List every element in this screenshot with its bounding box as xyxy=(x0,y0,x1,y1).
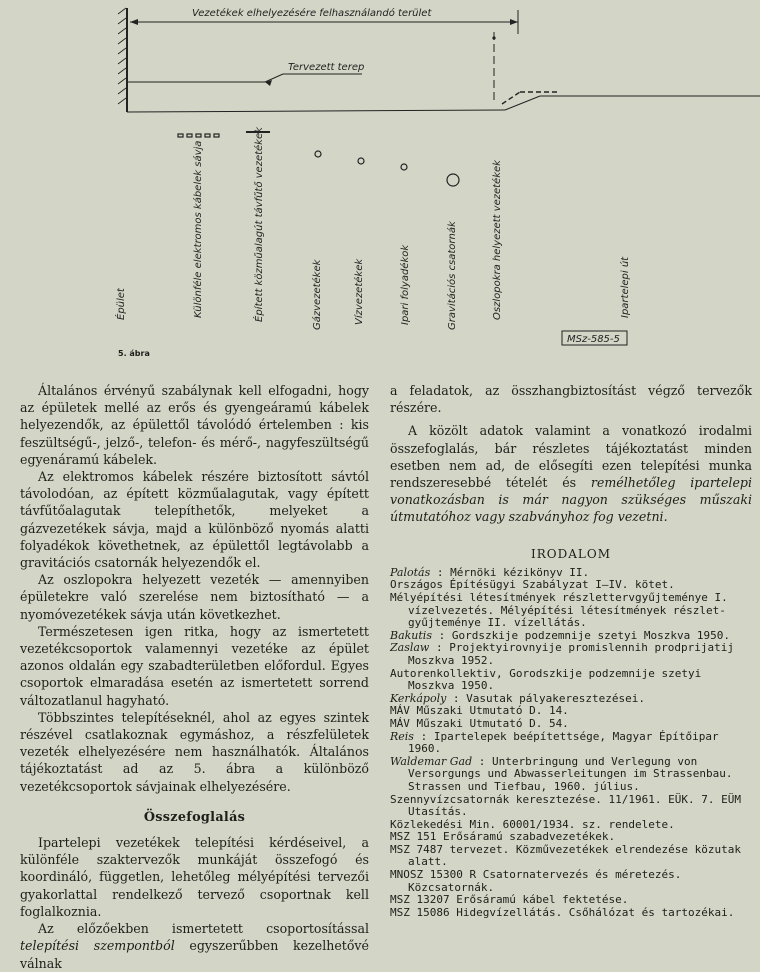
bibliography-text: : Vasutak pályakeresztezései. xyxy=(446,691,645,705)
paragraph: Az oszlopokra helyezett vezeték — amennyiben épületekre való szerelése nem biztosítható — a nyomóvezetékek sávja után következhet. xyxy=(20,572,369,622)
bibliography-author: Reis xyxy=(390,729,414,743)
label-industrial-road: Ipartelepi út xyxy=(620,256,631,318)
bibliography-text: MÁV Műszaki Utmutató D. 14. xyxy=(390,704,569,718)
bibliography-author: Kerkápoly xyxy=(390,691,447,705)
left-column xyxy=(20,382,369,972)
bibliography-item xyxy=(390,907,752,920)
bibliography-text: : Unterbringung und Verlegung von Versorgungs und Abwasserleitungen im Strassenbau. Strassen und Tiefbau, 1960. július. xyxy=(408,754,733,793)
paragraph: Ipartelepi vezetékek telepítési kérdéseivel, a különféle szaktervezők munkáját összefogó és koordináló, független, lehetőleg mélyépítési tervezői gyakorlattal rendelkező tervező csoportnak kell foglalkoznia. xyxy=(20,835,369,919)
bibliography-item xyxy=(390,668,752,693)
bibliography-item xyxy=(390,794,752,819)
label-cables: Különféle elektromos kábelek sávja xyxy=(193,140,204,318)
bibliography-text: MSZ 7487 tervezet. Közművezetékek elrendezése közutak alatt. xyxy=(390,842,741,869)
paragraph: a feladatok, az összhangbiztosítást végző tervezők részére. xyxy=(390,383,752,416)
bibliography-text: : Ipartelepek beépítettsége, Magyar Építőipar 1960. xyxy=(408,729,719,756)
bibliography-title: IRODALOM xyxy=(531,546,611,561)
right-column xyxy=(390,382,752,919)
label-tunnel: Épített közműalagút távfűtő vezetékek xyxy=(254,127,265,322)
bibliography-text: MSZ 151 Erősáramú szabadvezetékek. xyxy=(390,830,616,844)
figure-5 xyxy=(0,0,760,370)
bibliography-text: MSZ 13207 Erősáramú kábel fektetése. xyxy=(390,893,629,907)
cross-section-diagram xyxy=(0,0,760,370)
figure-stamp: MSz-585-5 xyxy=(567,334,620,345)
paragraph: Általános érvényű szabálynak kell elfogadni, hogy az épületek mellé az erős és gyengeáramú kábelek helyezendők, az épülettől távolódó értelemben : kis feszültségű-, jelző-, telefon- és mérő-, nagyfeszültségű egyenáramú kábelek. xyxy=(20,383,369,467)
bibliography-text: Közlekedési Min. 60001/1934. sz. rendelete. xyxy=(390,817,675,831)
label-gas: Gázvezetékek xyxy=(312,259,323,330)
label-gravity-sewers: Gravitációs csatornák xyxy=(447,221,458,330)
bibliography-text: : Gordszkije podzemnije szetyi Moszkva 1950. xyxy=(431,628,730,642)
bibliography-item xyxy=(390,869,752,894)
paragraph: Az elektromos kábelek részére biztosított sávtól távolodóan, az épített közműalagutak, vagy épített távfűtőalagutak telepíthetők, melyeket a gázvezetékek sávja, majd a különböző nyomás alatti folyadékok követhetnek, az épülettől legtávolabb a gravitációs csatornák helyezendők el. xyxy=(20,469,369,571)
bibliography-item xyxy=(390,844,752,869)
bibliography-text: : Projektyirovnyije promislennih prodprijatij Moszkva 1952. xyxy=(408,641,734,667)
paragraph: A közölt adatok valamint a vonatkozó irodalmi összefoglalás, bár részletes tájékoztatást minden esetben nem ad, de elősegíti ezen telepítési munka rendszeresebbé tételét és remélhetőleg ipartelepi vonatkozásban is már nagyon szükséges műszaki útmutatóhoz vagy szabványhoz fog vezetni. xyxy=(390,423,752,525)
label-industrial-fluids: Ipari folyadékok xyxy=(400,244,411,325)
bibliography-text: MNOSZ 15300 R Csatornatervezés és méretezés. Közcsatornák. xyxy=(390,868,682,894)
section-title: Összefoglalás xyxy=(143,809,246,825)
bibliography-list xyxy=(390,567,752,920)
terrain-label: Tervezett terep xyxy=(288,62,365,73)
bibliography-text: MÁV Műszaki Utmutató D. 54. xyxy=(390,716,569,730)
bibliography-text: : Mérnöki kézikönyv II. xyxy=(430,565,590,579)
figure-caption: 5. ábra xyxy=(118,349,150,358)
paragraph: Az előzőekben ismertetett csoportosítással telepítési szempontból egyszerűbben kezelhetővé válnak xyxy=(20,921,369,971)
bibliography-item xyxy=(390,731,752,756)
bibliography-item xyxy=(390,592,752,630)
bibliography-author: Zaslaw xyxy=(390,641,430,655)
bibliography-text: MSZ 15086 Hidegvízellátás. Csőhálózat és tartozékai. xyxy=(390,905,735,919)
bibliography-text: Autorenkollektiv, Gorodszkije podzemnije szetyi Moszkva 1950. xyxy=(390,666,702,693)
label-water: Vízvezetékek xyxy=(354,258,365,325)
label-building: Épület xyxy=(116,288,127,320)
label-pole-lines: Oszlopokra helyezett vezetékek xyxy=(492,160,503,320)
bibliography-item xyxy=(390,642,752,667)
bibliography-item xyxy=(390,756,752,794)
bibliography-text: Szennyvízcsatornák keresztezése. 11/1961. EÜK. 7. EÜM Utasítás. xyxy=(390,792,741,819)
bibliography-author: Palotás xyxy=(390,565,431,579)
paragraph: Természetesen igen ritka, hogy az ismertetett vezetékcsoportok valamennyi vezetéke az épület azonos oldalán egy szabadterületben előfordul. Egyes csoportok elmaradása esetén az ismertetett sorrend változatlanul hagyható. xyxy=(20,623,369,708)
bibliography-text: Mélyépítési létesítmények részlettervgyűjteménye I. vízelvezetés. Mélyépítési létesítmények részlet-gyűjteménye II. vízellátás. xyxy=(390,591,728,630)
area-label: Vezetékek elhelyezésére felhasználandó terület xyxy=(192,8,432,19)
bibliography-author: Waldemar Gad xyxy=(390,754,473,768)
paragraph: Többszintes telepítéseknél, ahol az egyes szintek részével csatlakoznak egymáshoz, a részfelületek vezeték elhelyezésére nem használhatók. Általános tájékoztatást ad az 5. ábra a különböző vezetékcsoportok sávjainak elhelyezésére. xyxy=(20,709,369,794)
bibliography-text: Országos Építésügyi Szabályzat I—IV. kötet. xyxy=(390,578,675,592)
bibliography-author: Bakutis xyxy=(390,628,432,642)
